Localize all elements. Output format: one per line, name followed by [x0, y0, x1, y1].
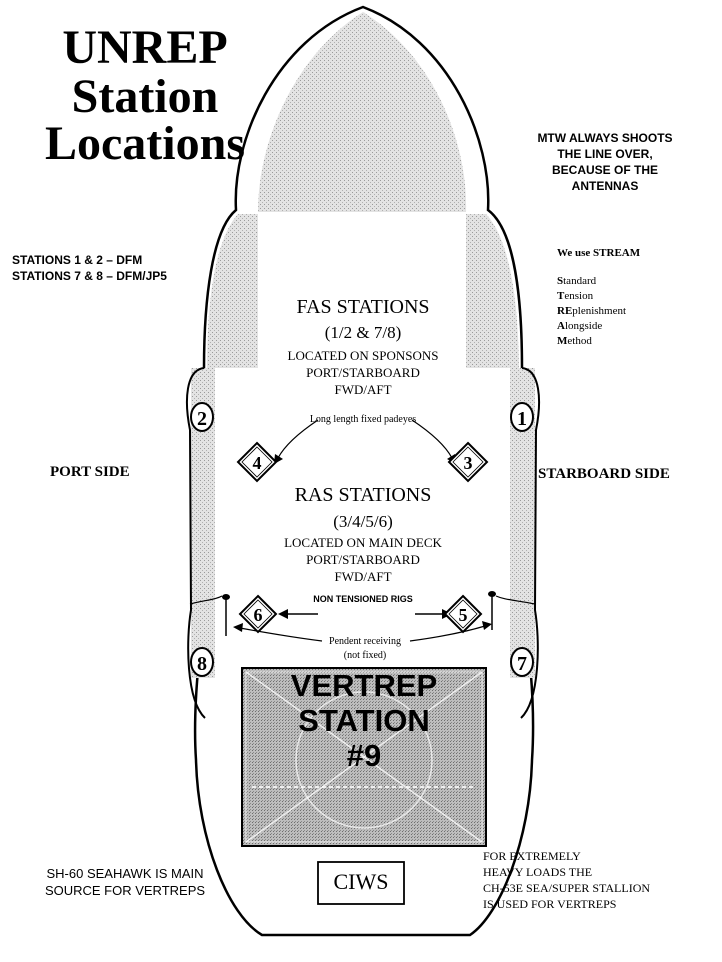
- padeyes-label: Long length fixed padeyes: [309, 414, 417, 425]
- station-1: [511, 403, 533, 431]
- station-2: [191, 403, 213, 431]
- stream-term: Method: [557, 335, 592, 347]
- title-line-1: UNREP: [62, 21, 228, 74]
- title-line-3: Locations: [44, 117, 245, 170]
- ras-title: RAS STATIONS: [294, 484, 432, 506]
- svg-text:1: 1: [517, 408, 527, 430]
- svg-text:5: 5: [458, 605, 468, 625]
- stream-term: Standard: [557, 275, 597, 287]
- non-tensioned-label: NON TENSIONED RIGS: [313, 594, 413, 604]
- svg-text:3: 3: [463, 453, 473, 473]
- fas-sub: (1/2 & 7/8): [324, 323, 402, 342]
- svg-text:7: 7: [517, 653, 527, 675]
- pendent-label: Pendent receiving (not fixed): [329, 636, 401, 661]
- stream-title: We use STREAM: [557, 247, 641, 259]
- svg-text:6: 6: [253, 605, 263, 625]
- svg-text:4: 4: [252, 453, 262, 473]
- stream-term: Tension: [557, 290, 594, 302]
- title-line-2: Station: [71, 70, 219, 123]
- vertrep-label: VERTREP STATION #9: [290, 668, 438, 773]
- svg-text:8: 8: [197, 653, 207, 675]
- fas-lines: LOCATED ON SPONSONS PORT/STARBOARD FWD/AFT: [287, 348, 439, 397]
- port-side-label: PORT SIDE: [50, 464, 130, 480]
- stream-term: Alongside: [557, 320, 603, 332]
- station-4: [238, 443, 276, 481]
- stations-fuel-note: STATIONS 1 & 2 – DFM STATIONS 7 & 8 – DFM/JP5: [12, 253, 167, 283]
- extreme-loads-note: FOR EXTREMELY HEAVY LOADS THE CH-53E SEA/SUPER STALLION IS USED FOR VERTREPS: [483, 849, 651, 911]
- station-5: [445, 596, 481, 632]
- svg-text:2: 2: [197, 408, 207, 430]
- station-7: [511, 648, 533, 676]
- starboard-side-label: STARBOARD SIDE: [538, 466, 670, 482]
- fas-title: FAS STATIONS: [296, 296, 430, 318]
- sh60-note: SH-60 SEAHAWK IS MAIN SOURCE FOR VERTREPS: [44, 866, 206, 898]
- ras-lines: LOCATED ON MAIN DECK PORT/STARBOARD FWD/AFT: [284, 535, 442, 584]
- mtw-note: MTW ALWAYS SHOOTS THE LINE OVER, BECAUSE OF THE ANTENNAS: [537, 131, 673, 193]
- station-8: [191, 648, 213, 676]
- ciws-label: CIWS: [333, 869, 389, 894]
- station-3: [449, 443, 487, 481]
- station-6: [240, 596, 276, 632]
- stream-term: REplenishment: [557, 305, 627, 317]
- ras-sub: (3/4/5/6): [333, 512, 393, 531]
